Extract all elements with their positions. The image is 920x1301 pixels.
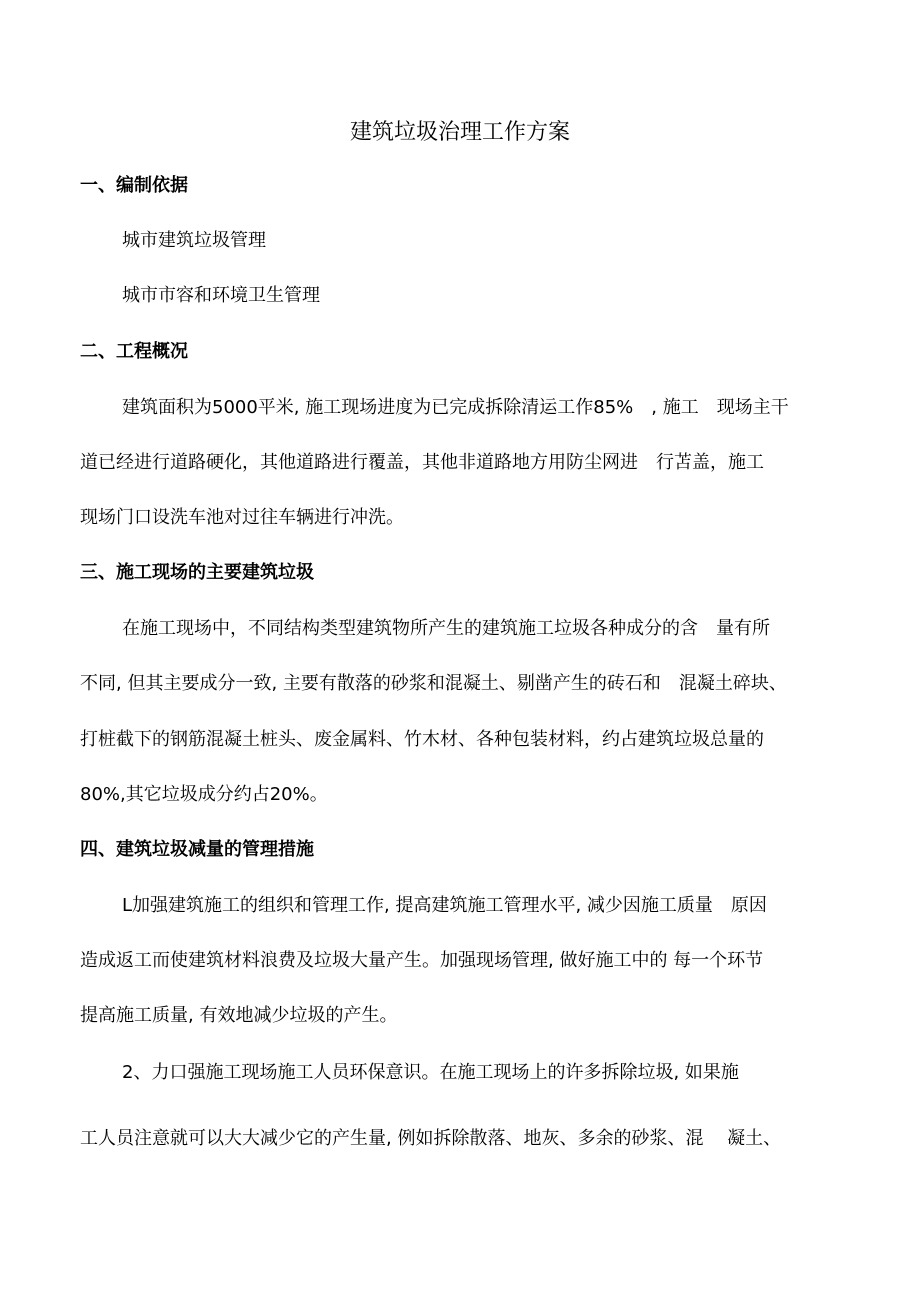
paragraph-line: L加强建筑施工的组织和管理工作, 提高建筑施工管理水平, 减少因施工质量 原因 <box>122 895 767 916</box>
paragraph-line: 建筑面积为5000平米, 施工现场进度为已完成拆除清运工作85% , 施工 现场主干 <box>122 397 789 418</box>
section-heading-waste: 三、施工现场的主要建筑垃圾 <box>80 562 314 583</box>
paragraph-line: 工人员注意就可以大大减少它的产生量, 例如拆除散落、地灰、多余的砂浆、混 凝土、 <box>80 1128 782 1149</box>
basis-item: 城市市容和环境卫生管理 <box>122 285 320 306</box>
paragraph-line: 现场门口设洗车池对过往车辆进行冲洗。 <box>80 507 404 528</box>
paragraph-line: 2、力口强施工现场施工人员环保意识。在施工现场上的许多拆除垃圾, 如果施 <box>122 1062 739 1083</box>
section-heading-basis: 一、编制依据 <box>80 175 188 196</box>
section-heading-overview: 二、工程概况 <box>80 341 188 362</box>
paragraph-line: 不同, 但其主要成分一致, 主要有散落的砂浆和混凝土、剔凿产生的砖石和 混凝土碎块、 <box>80 673 787 694</box>
paragraph-line: 造成返工而使建筑材料浪费及垃圾大量产生。加强现场管理, 做好施工中的 每一个环节 <box>80 950 764 971</box>
paragraph-line: 在施工现场中，不同结构类型建筑物所产生的建筑施工垃圾各种成分的含 量有所 <box>122 618 770 639</box>
paragraph-line: 道已经进行道路硬化，其他道路进行覆盖，其他非道路地方用防尘网进 行苫盖，施工 <box>80 452 764 473</box>
paragraph-line: 提高施工质量, 有效地减少垃圾的产生。 <box>80 1005 398 1026</box>
basis-item: 城市建筑垃圾管理 <box>122 230 266 251</box>
document-title: 建筑垃圾治理工作方案 <box>349 120 570 145</box>
section-heading-measures: 四、建筑垃圾减量的管理措施 <box>80 839 314 860</box>
paragraph-line: 80%,其它垃圾成分约占20%。 <box>80 784 328 805</box>
paragraph-line: 打桩截下的钢筋混凝土桩头、废金属料、竹木材、各种包装材料，约占建筑垃圾总量的 <box>80 729 764 750</box>
